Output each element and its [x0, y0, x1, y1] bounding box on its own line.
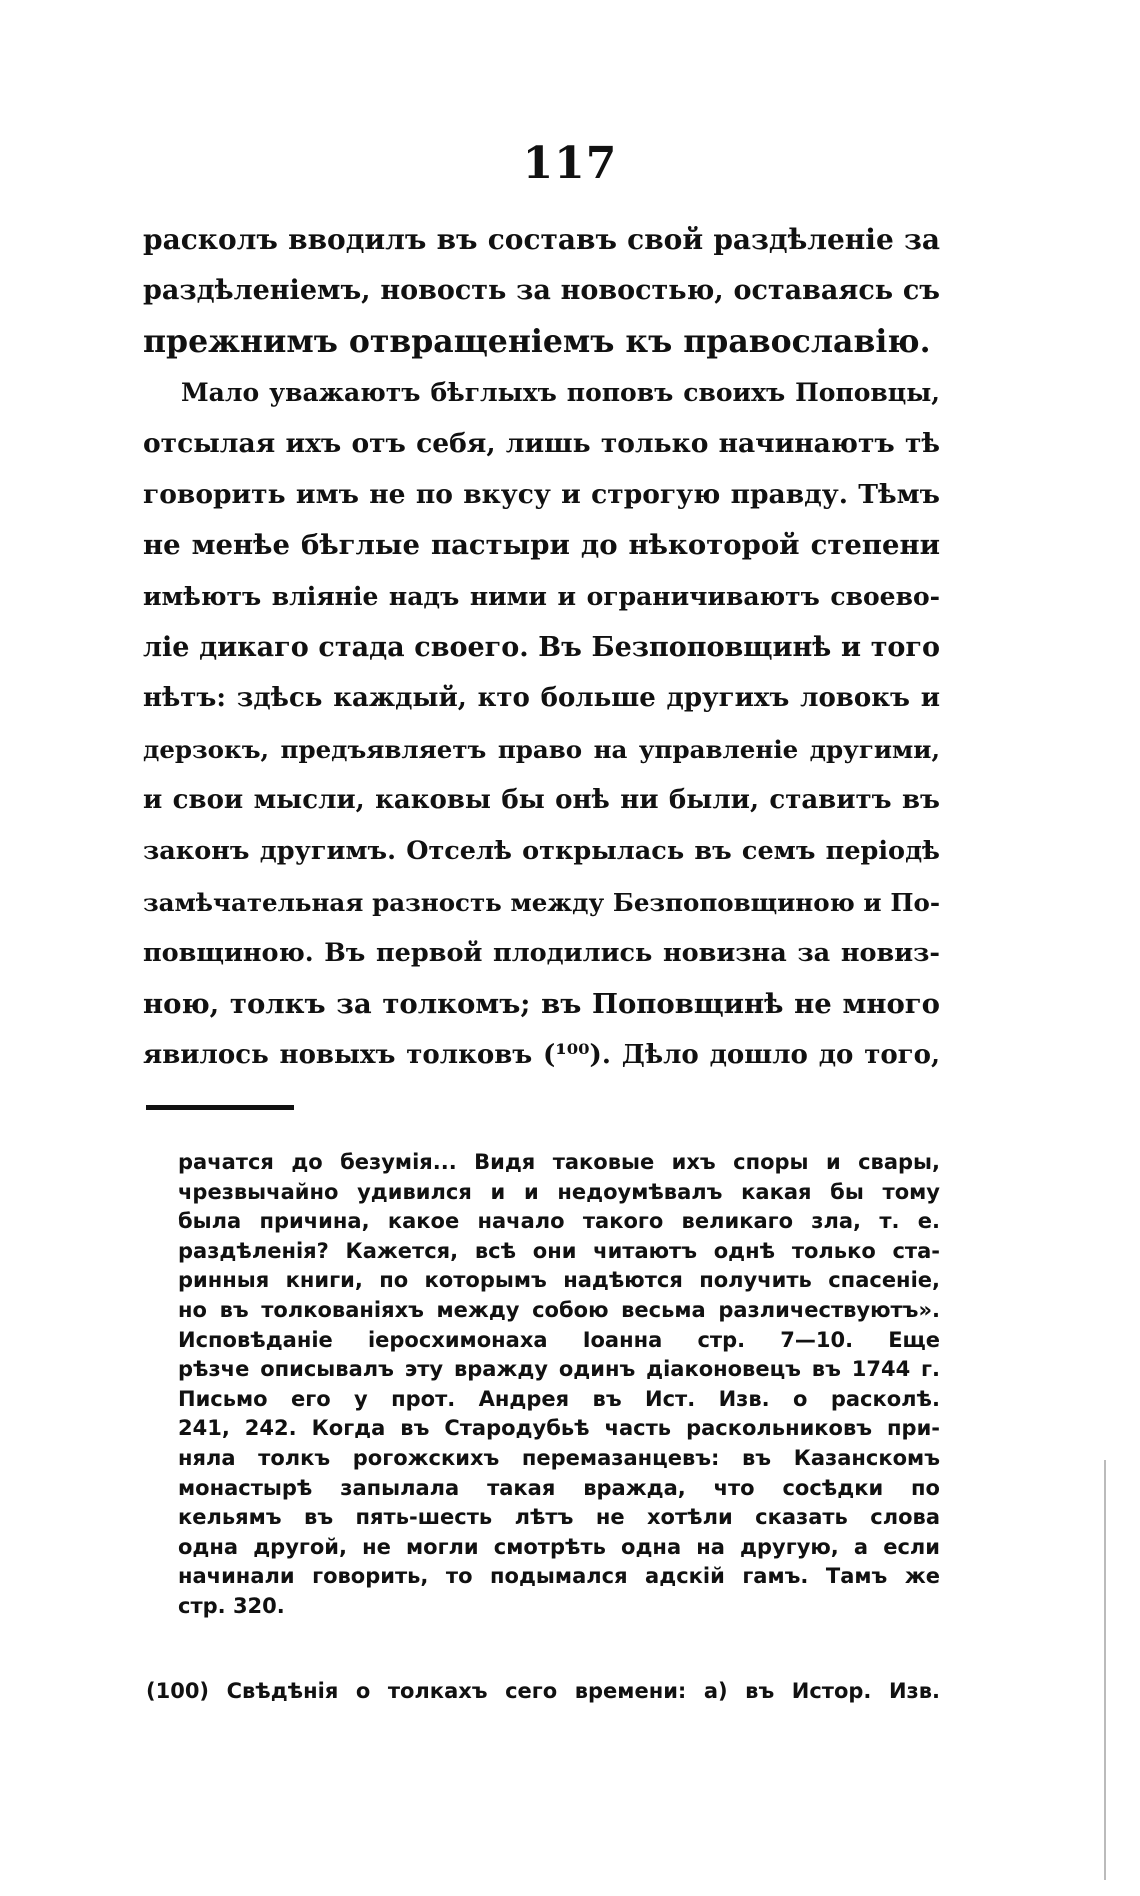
text-line: ліе дикаго стада своего. Въ Безпоповщинѣ и того — [143, 632, 940, 663]
footnote-separator — [146, 1105, 294, 1110]
footnote-100: (100) Свѣдѣнія о толкахъ сего времени: а) въ Истор. Изв. — [146, 1679, 940, 1703]
note-line: но въ толкованіяхъ между собою весьма различествуютъ». — [178, 1297, 940, 1322]
text-line: ною, толкъ за толкомъ; въ Поповщинѣ не много — [143, 988, 940, 1020]
note-line: няла толкъ рогожскихъ перемазанцевъ: въ Казанскомъ — [178, 1445, 940, 1470]
text-line: дерзокъ, предъявляетъ право на управленіе другими, — [143, 735, 940, 764]
note-line: Исповѣданіе іеросхимонаха Іоанна стр. 7—10. Еще — [178, 1327, 940, 1352]
text-line: прежнимъ отвращеніемъ къ православію. — [143, 323, 931, 360]
note-line: одна другой, не могли смотрѣть одна на другую, а если — [178, 1534, 940, 1559]
note-line: раздѣленія? Кажется, всѣ они читаютъ однѣ только ста- — [178, 1238, 940, 1263]
main-text — [143, 214, 940, 1081]
note-line: чрезвычайно удивился и и недоумѣвалъ какая бы тому — [178, 1179, 940, 1204]
note-line: кельямъ въ пять-шесть лѣтъ не хотѣли сказать слова — [178, 1505, 940, 1530]
text-line: повщиною. Въ первой плодились новизна за новиз- — [143, 938, 940, 968]
text-line: замѣчательная разность между Безпоповщиною и По- — [143, 888, 940, 917]
note-line: была причина, какое начало такого великаго зла, т. е. — [178, 1209, 940, 1234]
note-line: стр. 320. — [178, 1593, 285, 1618]
text-line: законъ другимъ. Отселѣ открылась въ семъ періодѣ — [143, 836, 940, 866]
text-line: явилось новыхъ толковъ (¹⁰⁰). Дѣло дошло до того, — [143, 1040, 940, 1070]
text-line: не менѣе бѣглые пастыри до нѣкоторой степени — [143, 529, 940, 561]
text-line: имѣютъ вліяніе надъ ними и ограничиваютъ своево- — [143, 582, 940, 611]
page-number: 117 — [522, 138, 618, 189]
note-line: 241, 242. Когда въ Стародубьѣ часть раскольниковъ при- — [178, 1416, 940, 1441]
text-line: раздѣленіемъ, новость за новостью, оставаясь съ — [143, 275, 940, 306]
text-line: нѣтъ: здѣсь каждый, кто больше другихъ ловокъ и — [143, 683, 940, 713]
text-line: расколъ вводилъ въ составъ свой раздѣленіе за — [143, 223, 940, 256]
note-line: ринныя книги, по которымъ надѣются получить спасеніе, — [178, 1268, 940, 1293]
page-edge-shadow — [1104, 1460, 1106, 1880]
note-line: Письмо его у прот. Андрея въ Ист. Изв. о расколѣ. — [178, 1386, 940, 1411]
text-line: и свои мысли, каковы бы онѣ ни были, ставитъ въ — [143, 785, 940, 815]
text-line: отсылая ихъ отъ себя, лишь только начинаютъ тѣ — [143, 428, 940, 459]
footnote-continuation — [178, 1148, 940, 1622]
note-line: монастырѣ запылала такая вражда, что сосѣдки по — [178, 1475, 940, 1500]
note-line: рачатся до безумія... Видя таковые ихъ споры и свары, — [178, 1150, 940, 1174]
text-line: говорить имъ не по вкусу и строгую правду. Тѣмъ — [143, 479, 940, 510]
note-line: начинали говорить, то подымался адскій гамъ. Тамъ же — [178, 1564, 940, 1589]
note-line: рѣзче описывалъ эту вражду одинъ діаконовецъ въ 1744 г. — [178, 1357, 940, 1382]
text-line: Мало уважаютъ бѣглыхъ поповъ своихъ Поповцы, — [181, 378, 940, 407]
